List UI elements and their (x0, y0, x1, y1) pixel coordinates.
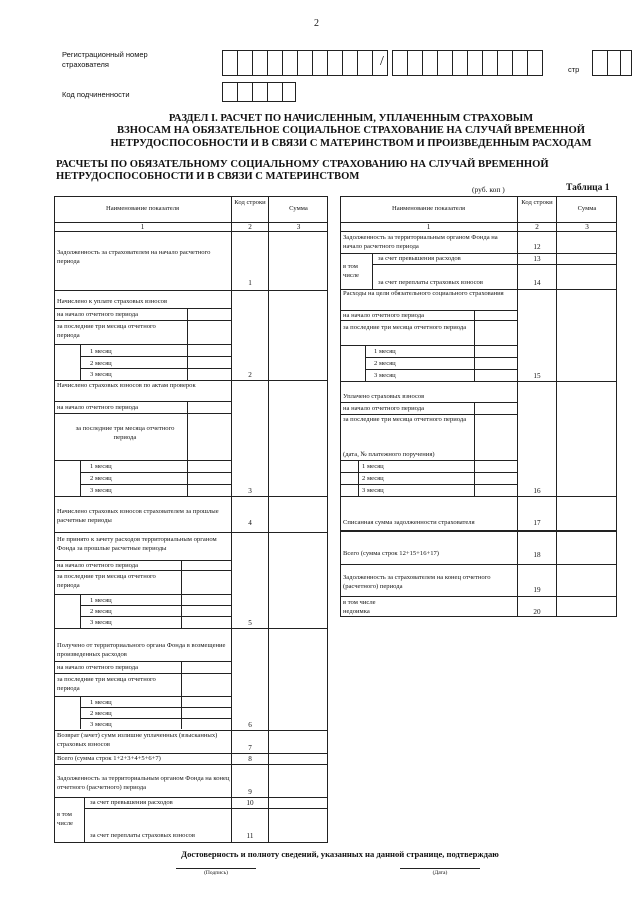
row2-last3: за последние три месяца отчетного периода (57, 323, 156, 339)
row5-m3: 3 месяц (90, 619, 112, 626)
row15-m1: 1 месяц (374, 348, 396, 355)
row6-m2: 2 месяц (90, 710, 112, 717)
row5-start: на начало отчетного периода (57, 562, 139, 569)
row20-in-that: в том числе (343, 599, 376, 606)
row15-last3: за последние три месяца отчетного периода (343, 324, 467, 331)
row2-m1: 1 месяц (90, 348, 112, 355)
row13-code: 13 (533, 255, 541, 263)
reg-number-label: Регистрационный номер страхователя (62, 50, 148, 69)
row7-code: 7 (248, 744, 252, 752)
row2-start: на начало отчетного периода (57, 311, 139, 318)
row6-last3: за последние три месяца отчетного периода (57, 676, 156, 692)
row15-start: на начало отчетного периода (343, 312, 425, 319)
row16-note: (дата, № платежного поручения) (343, 451, 435, 458)
row14-code: 14 (533, 279, 541, 287)
row15-m2: 2 месяц (374, 360, 396, 367)
row13-14-in-that: в том числе (343, 263, 359, 279)
row16-start: на начало отчетного периода (343, 405, 425, 412)
row5-m2: 2 месяц (90, 608, 112, 615)
row18-label: Всего (сумма строк 12+15+16+17) (343, 550, 439, 557)
date-label: (Дата) (432, 870, 448, 876)
row6-label: Получено от территориального органа Фонда в возмещение произведенных расходов (57, 642, 226, 658)
r-header-sum: Сумма (577, 205, 597, 212)
row3-code: 3 (248, 487, 252, 495)
col-num-2: 2 (248, 223, 252, 231)
page-number: 2 (314, 18, 319, 29)
section-subtitle: РАСЧЕТЫ ПО ОБЯЗАТЕЛЬНОМУ СОЦИАЛЬНОМУ СТРАХОВАНИЮ НА СЛУЧАЙ ВРЕМЕННОЙ НЕТРУДОСПОСОБНОСТИ И В СВЯЗИ С МАТЕРИНСТВОМ (56, 159, 549, 183)
row13-label: за счет превышения расходов (378, 255, 461, 262)
row20-code: 20 (533, 608, 541, 616)
row9-code: 9 (248, 788, 252, 796)
row1-label: Задолженность за страхователем на начало расчетного периода (57, 249, 211, 265)
header-name: Наименование показателя (105, 205, 180, 212)
subordination-label: Код подчиненности (62, 90, 130, 99)
row12-label: Задолженность за территориальным органом Фонда на начало расчетного периода (343, 234, 498, 250)
row4-code: 4 (248, 519, 252, 527)
row6-start: на начало отчетного периода (57, 664, 139, 671)
col-num-3: 3 (296, 223, 301, 231)
row12-code: 12 (533, 243, 541, 251)
row6-m1: 1 месяц (90, 699, 112, 706)
table-label: Таблица 1 (566, 183, 610, 193)
row2-code: 2 (248, 371, 252, 379)
row16-m2: 2 месяц (362, 475, 384, 482)
row5-m1: 1 месяц (90, 597, 112, 604)
row2-m2: 2 месяц (90, 360, 112, 367)
row19-code: 19 (533, 586, 541, 594)
reg-number-separator: / (380, 54, 384, 69)
row8-label: Всего (сумма строк 1+2+3+4+5+6+7) (57, 755, 161, 762)
row5-last3: за последние три месяца отчетного периода (57, 573, 156, 589)
r-header-code: Код строки (521, 199, 553, 206)
row16-label: Уплачено страховых взносов (343, 393, 425, 400)
row10-label: за счет превышения расходов (90, 799, 173, 806)
row7-label: Возврат (зачет) сумм излишне уплаченных (взысканных) страховых взносов (57, 732, 218, 748)
row16-m3: 3 месяц (362, 487, 384, 494)
row3-last3: за последние три месяца отчетного периода (75, 425, 175, 441)
row9-label: Задолженность за территориальным органом Фонда на конец отчетного (расчетного) периода (57, 775, 230, 791)
row4-label: Начислено страховых взносов страхователем за прошлые расчетные периоды (57, 508, 219, 524)
r-col-num-1: 1 (426, 223, 431, 231)
row2-label: Начислено к уплате страховых взносов (57, 298, 168, 305)
row18-code: 18 (533, 551, 541, 559)
header-sum: Сумма (289, 205, 308, 212)
row3-m3: 3 месяц (90, 487, 112, 494)
row16-m1: 1 месяц (362, 463, 384, 470)
row6-m3: 3 месяц (90, 721, 112, 728)
row15-code: 15 (533, 372, 541, 380)
row3-m1: 1 месяц (90, 463, 112, 470)
row5-code: 5 (248, 619, 252, 627)
signature-line (176, 868, 256, 869)
row15-m3: 3 месяц (374, 372, 396, 379)
r-col-num-2: 2 (535, 223, 539, 231)
page-label: стр (568, 65, 580, 74)
row11-code: 11 (246, 832, 254, 840)
row6-code: 6 (248, 721, 252, 729)
row8-code: 8 (248, 755, 252, 763)
row3-m2: 2 месяц (90, 475, 112, 482)
row10-code: 10 (246, 799, 254, 807)
row5-label: Не принято к зачету расходов территориальным органом Фонда за прошлые расчетные периоды (57, 536, 217, 552)
row17-code: 17 (533, 519, 541, 527)
col-num-1: 1 (140, 223, 145, 231)
r-col-num-3: 3 (585, 223, 589, 231)
confirmation-text: Достоверность и полноту сведений, указанных на данной странице, подтверждаю (181, 849, 499, 859)
row2-m3: 3 месяц (90, 371, 112, 378)
row16-last3: за последние три месяца отчетного периода (343, 416, 467, 423)
row15-label: Расходы на цели обязательного социального страхования (343, 290, 504, 297)
row10-11-in-that: в том числе (57, 811, 73, 827)
row1-code: 1 (248, 279, 252, 287)
row14-label: за счет переплаты страховых взносов (378, 279, 483, 286)
section-title: РАЗДЕЛ I. РАСЧЕТ ПО НАЧИСЛЕННЫМ, УПЛАЧЕННЫМ СТРАХОВЫМ ВЗНОСАМ НА ОБЯЗАТЕЛЬНОЕ СОЦИАЛЬНОЕ СТРАХОВАНИЕ НА СЛУЧАЙ ВРЕМЕННОЙ НЕТРУДОСПОСОБНОСТИ И В СВЯЗИ С МАТЕРИНСТВОМ И ПРОИЗВЕДЕННЫМ РАСХОДАМ (110, 113, 592, 149)
row11-label: за счет переплаты страховых взносов (90, 832, 195, 839)
row16-code: 16 (533, 487, 541, 495)
row19-label: Задолженность за страхователем на конец отчетного (расчетного) периода (343, 574, 491, 590)
row3-start: на начало отчетного периода (57, 404, 139, 411)
row20-label: недоимка (343, 608, 370, 615)
signature-label: (Подпись) (204, 870, 228, 876)
units-note: (руб. коп ) (472, 185, 505, 194)
r-header-name: Наименование показателя (391, 205, 466, 212)
row17-label: Списанная сумма задолженности страхователя (343, 519, 475, 526)
date-line (400, 868, 480, 869)
header-code: Код строки (234, 199, 266, 206)
row3-label: Начислено страховых взносов по актам проверок (57, 382, 196, 389)
